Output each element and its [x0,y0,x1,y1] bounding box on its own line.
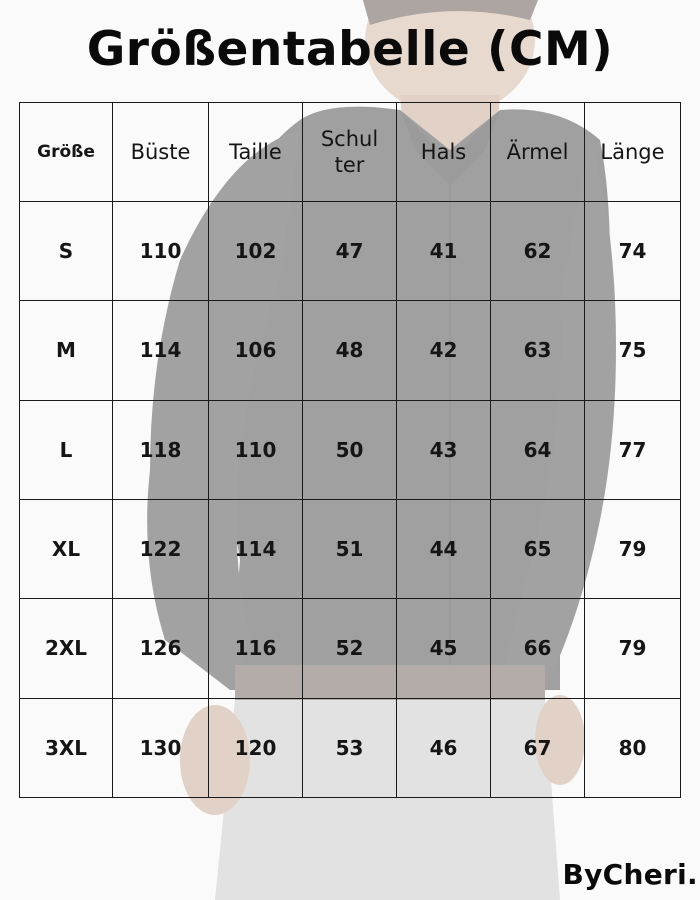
cell-waist: 116 [209,599,303,698]
cell-sleeve: 67 [491,698,585,797]
cell-length: 79 [585,499,681,598]
header-sleeve: Ärmel [491,103,585,202]
cell-shoulder: 48 [303,301,397,400]
cell-length: 80 [585,698,681,797]
header-waist: Taille [209,103,303,202]
cell-size: S [20,202,113,301]
cell-length: 77 [585,400,681,499]
cell-bust: 122 [113,499,209,598]
cell-shoulder: 51 [303,499,397,598]
cell-waist: 114 [209,499,303,598]
size-chart-table [19,102,681,798]
cell-size: 3XL [20,698,113,797]
cell-neck: 45 [397,599,491,698]
cell-size: L [20,400,113,499]
header-shoulder [303,103,397,202]
table-row [20,400,681,499]
cell-sleeve: 66 [491,599,585,698]
cell-bust: 110 [113,202,209,301]
cell-neck: 43 [397,400,491,499]
table-row [20,202,681,301]
cell-neck: 41 [397,202,491,301]
cell-shoulder: 52 [303,599,397,698]
brand-logo-text: ByCheri. [562,858,698,891]
table-row [20,698,681,797]
cell-shoulder: 50 [303,400,397,499]
cell-waist: 120 [209,698,303,797]
header-length: Länge [585,103,681,202]
header-bust: Büste [113,103,209,202]
table-row [20,301,681,400]
cell-neck: 46 [397,698,491,797]
header-shoulder-label: Schul ter [320,127,379,177]
cell-size: M [20,301,113,400]
cell-bust: 114 [113,301,209,400]
cell-bust: 118 [113,400,209,499]
page-title: Größentabelle (CM) [86,22,614,77]
cell-waist: 110 [209,400,303,499]
table-row [20,599,681,698]
cell-size: 2XL [20,599,113,698]
cell-shoulder: 53 [303,698,397,797]
cell-neck: 44 [397,499,491,598]
cell-bust: 130 [113,698,209,797]
cell-length: 79 [585,599,681,698]
cell-bust: 126 [113,599,209,698]
cell-size: XL [20,499,113,598]
header-neck: Hals [397,103,491,202]
cell-neck: 42 [397,301,491,400]
cell-sleeve: 65 [491,499,585,598]
cell-sleeve: 64 [491,400,585,499]
cell-length: 74 [585,202,681,301]
table-row [20,499,681,598]
cell-sleeve: 63 [491,301,585,400]
cell-waist: 102 [209,202,303,301]
table-header-row [20,103,681,202]
cell-length: 75 [585,301,681,400]
cell-shoulder: 47 [303,202,397,301]
header-size: Größe [20,103,113,202]
cell-waist: 106 [209,301,303,400]
cell-sleeve: 62 [491,202,585,301]
